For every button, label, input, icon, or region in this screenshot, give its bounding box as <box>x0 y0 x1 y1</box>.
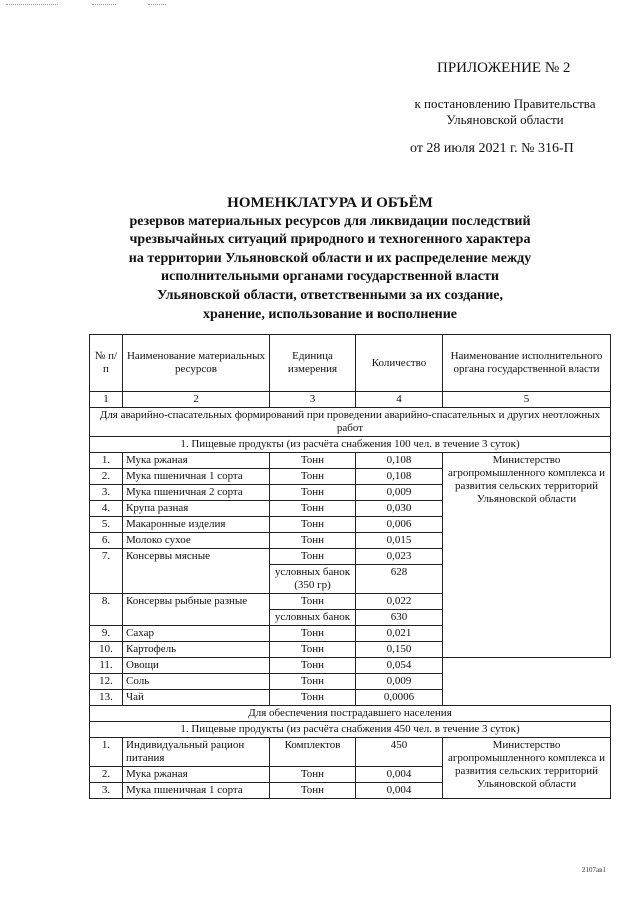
table-row <box>90 674 611 690</box>
row-num: 3. <box>90 485 123 501</box>
column-number: 3 <box>270 392 356 408</box>
title-line: Ульяновской области, ответственными за их создание, <box>156 287 504 303</box>
table-header-row <box>90 335 611 392</box>
row-unit: Тонн <box>270 767 356 783</box>
row-name: Картофель <box>123 642 270 658</box>
table-row <box>90 738 611 767</box>
title-line: исполнительными органами государственной власти <box>161 269 499 285</box>
document-title <box>100 194 560 324</box>
row-qty: 0,108 <box>356 469 443 485</box>
row-unit: Тонн <box>270 658 356 674</box>
row-unit: Тонн <box>270 485 356 501</box>
row-unit: Тонн <box>270 690 356 706</box>
row-num: 13. <box>90 690 123 706</box>
table-row <box>90 690 611 706</box>
section-row <box>90 706 611 722</box>
row-name: Индивидуальный рацион питания <box>123 738 270 767</box>
title-line: резервов материальных ресурсов для ликвидации последствий <box>129 213 531 229</box>
row-name: Крупа разная <box>123 501 270 517</box>
row-name: Мука пшеничная 2 сорта <box>123 485 270 501</box>
row-name: Овощи <box>123 658 270 674</box>
table-row <box>90 453 611 469</box>
header-qty: Количество <box>356 335 443 392</box>
table-row <box>90 658 611 674</box>
row-qty: 0,022 <box>356 594 443 610</box>
row-num: 3. <box>90 783 123 799</box>
row-unit: условных банок <box>270 610 356 626</box>
subsection-row <box>90 722 611 738</box>
row-num: 1. <box>90 453 123 469</box>
decree-line: к постановлению Правительства <box>414 96 596 111</box>
row-qty: 0,009 <box>356 674 443 690</box>
row-qty: 0,009 <box>356 485 443 501</box>
row-qty: 0,108 <box>356 453 443 469</box>
row-name: Чай <box>123 690 270 706</box>
row-num: 7. <box>90 549 123 594</box>
row-name: Соль <box>123 674 270 690</box>
row-unit: Тонн <box>270 783 356 799</box>
row-unit: Тонн <box>270 626 356 642</box>
row-name: Консервы мясные <box>123 549 270 594</box>
row-num: 1. <box>90 738 123 767</box>
row-num: 12. <box>90 674 123 690</box>
decree-date: от 28 июля 2021 г. № 316-П <box>410 141 574 156</box>
subsection-heading: 1. Пищевые продукты (из расчёта снабжения 100 чел. в течение 3 суток) <box>90 437 611 453</box>
row-qty: 628 <box>356 565 443 594</box>
header-num: № п/п <box>90 335 123 392</box>
section-heading: Для аварийно-спасательных формирований при проведении аварийно-спасательных и других неотложных работ <box>90 408 611 437</box>
responsible-organ: Министерство агропромышленного комплекса и развития сельских территорий Ульяновской области <box>443 738 611 799</box>
column-number: 2 <box>123 392 270 408</box>
row-num: 10. <box>90 642 123 658</box>
row-qty: 0,015 <box>356 533 443 549</box>
row-qty: 0,006 <box>356 517 443 533</box>
row-qty: 630 <box>356 610 443 626</box>
title-line: чрезвычайных ситуаций природного и техногенного характера <box>129 232 531 248</box>
row-qty: 450 <box>356 738 443 767</box>
column-number: 4 <box>356 392 443 408</box>
column-number: 5 <box>443 392 611 408</box>
row-name: Мука пшеничная 1 сорта <box>123 783 270 799</box>
decree-reference <box>398 96 612 128</box>
header-org: Наименование исполнительного органа государственной власти <box>443 335 611 392</box>
row-qty: 0,021 <box>356 626 443 642</box>
row-unit: Тонн <box>270 642 356 658</box>
row-num: 2. <box>90 767 123 783</box>
row-qty: 0,150 <box>356 642 443 658</box>
decree-line: Ульяновской области <box>446 112 564 127</box>
header-unit: Единица измерения <box>270 335 356 392</box>
subsection-heading: 1. Пищевые продукты (из расчёта снабжения 450 чел. в течение 3 суток) <box>90 722 611 738</box>
row-name: Консервы рыбные разные <box>123 594 270 626</box>
row-qty: 0,004 <box>356 767 443 783</box>
row-num: 4. <box>90 501 123 517</box>
row-num: 11. <box>90 658 123 674</box>
nomenclature-table <box>89 334 611 799</box>
row-name: Мука ржаная <box>123 453 270 469</box>
row-num: 9. <box>90 626 123 642</box>
column-number-row <box>90 392 611 408</box>
appendix-label: ПРИЛОЖЕНИЕ № 2 <box>437 60 571 76</box>
row-num: 8. <box>90 594 123 626</box>
row-name: Мука ржаная <box>123 767 270 783</box>
row-qty: 0,030 <box>356 501 443 517</box>
row-name: Мука пшеничная 1 сорта <box>123 469 270 485</box>
column-number: 1 <box>90 392 123 408</box>
scan-artifact <box>92 4 116 6</box>
row-num: 6. <box>90 533 123 549</box>
row-name: Молоко сухое <box>123 533 270 549</box>
row-qty: 0,054 <box>356 658 443 674</box>
responsible-organ: Министерство агропромышленного комплекса и развития сельских территорий Ульяновской области <box>443 453 611 658</box>
row-unit: Тонн <box>270 501 356 517</box>
scan-artifact <box>148 4 166 6</box>
row-qty: 0,0006 <box>356 690 443 706</box>
row-unit: Комплектов <box>270 738 356 767</box>
row-unit: Тонн <box>270 517 356 533</box>
row-name: Макаронные изделия <box>123 517 270 533</box>
document-code: 2107ав1 <box>582 866 606 874</box>
row-name: Сахар <box>123 626 270 642</box>
section-row <box>90 408 611 437</box>
row-num: 5. <box>90 517 123 533</box>
row-unit: Тонн <box>270 674 356 690</box>
row-num: 2. <box>90 469 123 485</box>
row-unit: Тонн <box>270 453 356 469</box>
row-unit: условных банок (350 гр) <box>270 565 356 594</box>
row-unit: Тонн <box>270 594 356 610</box>
header-name: Наименование материальных ресурсов <box>123 335 270 392</box>
row-qty: 0,004 <box>356 783 443 799</box>
row-unit: Тонн <box>270 549 356 565</box>
subsection-row <box>90 437 611 453</box>
title-line: на территории Ульяновской области и их распределение между <box>128 250 532 266</box>
title-line: хранение, использование и восполнение <box>202 306 458 322</box>
scan-artifact <box>6 4 58 6</box>
row-qty: 0,023 <box>356 549 443 565</box>
row-unit: Тонн <box>270 533 356 549</box>
title-line: НОМЕНКЛАТУРА И ОБЪЁМ <box>227 195 433 211</box>
row-unit: Тонн <box>270 469 356 485</box>
section-heading: Для обеспечения пострадавшего населения <box>90 706 611 722</box>
